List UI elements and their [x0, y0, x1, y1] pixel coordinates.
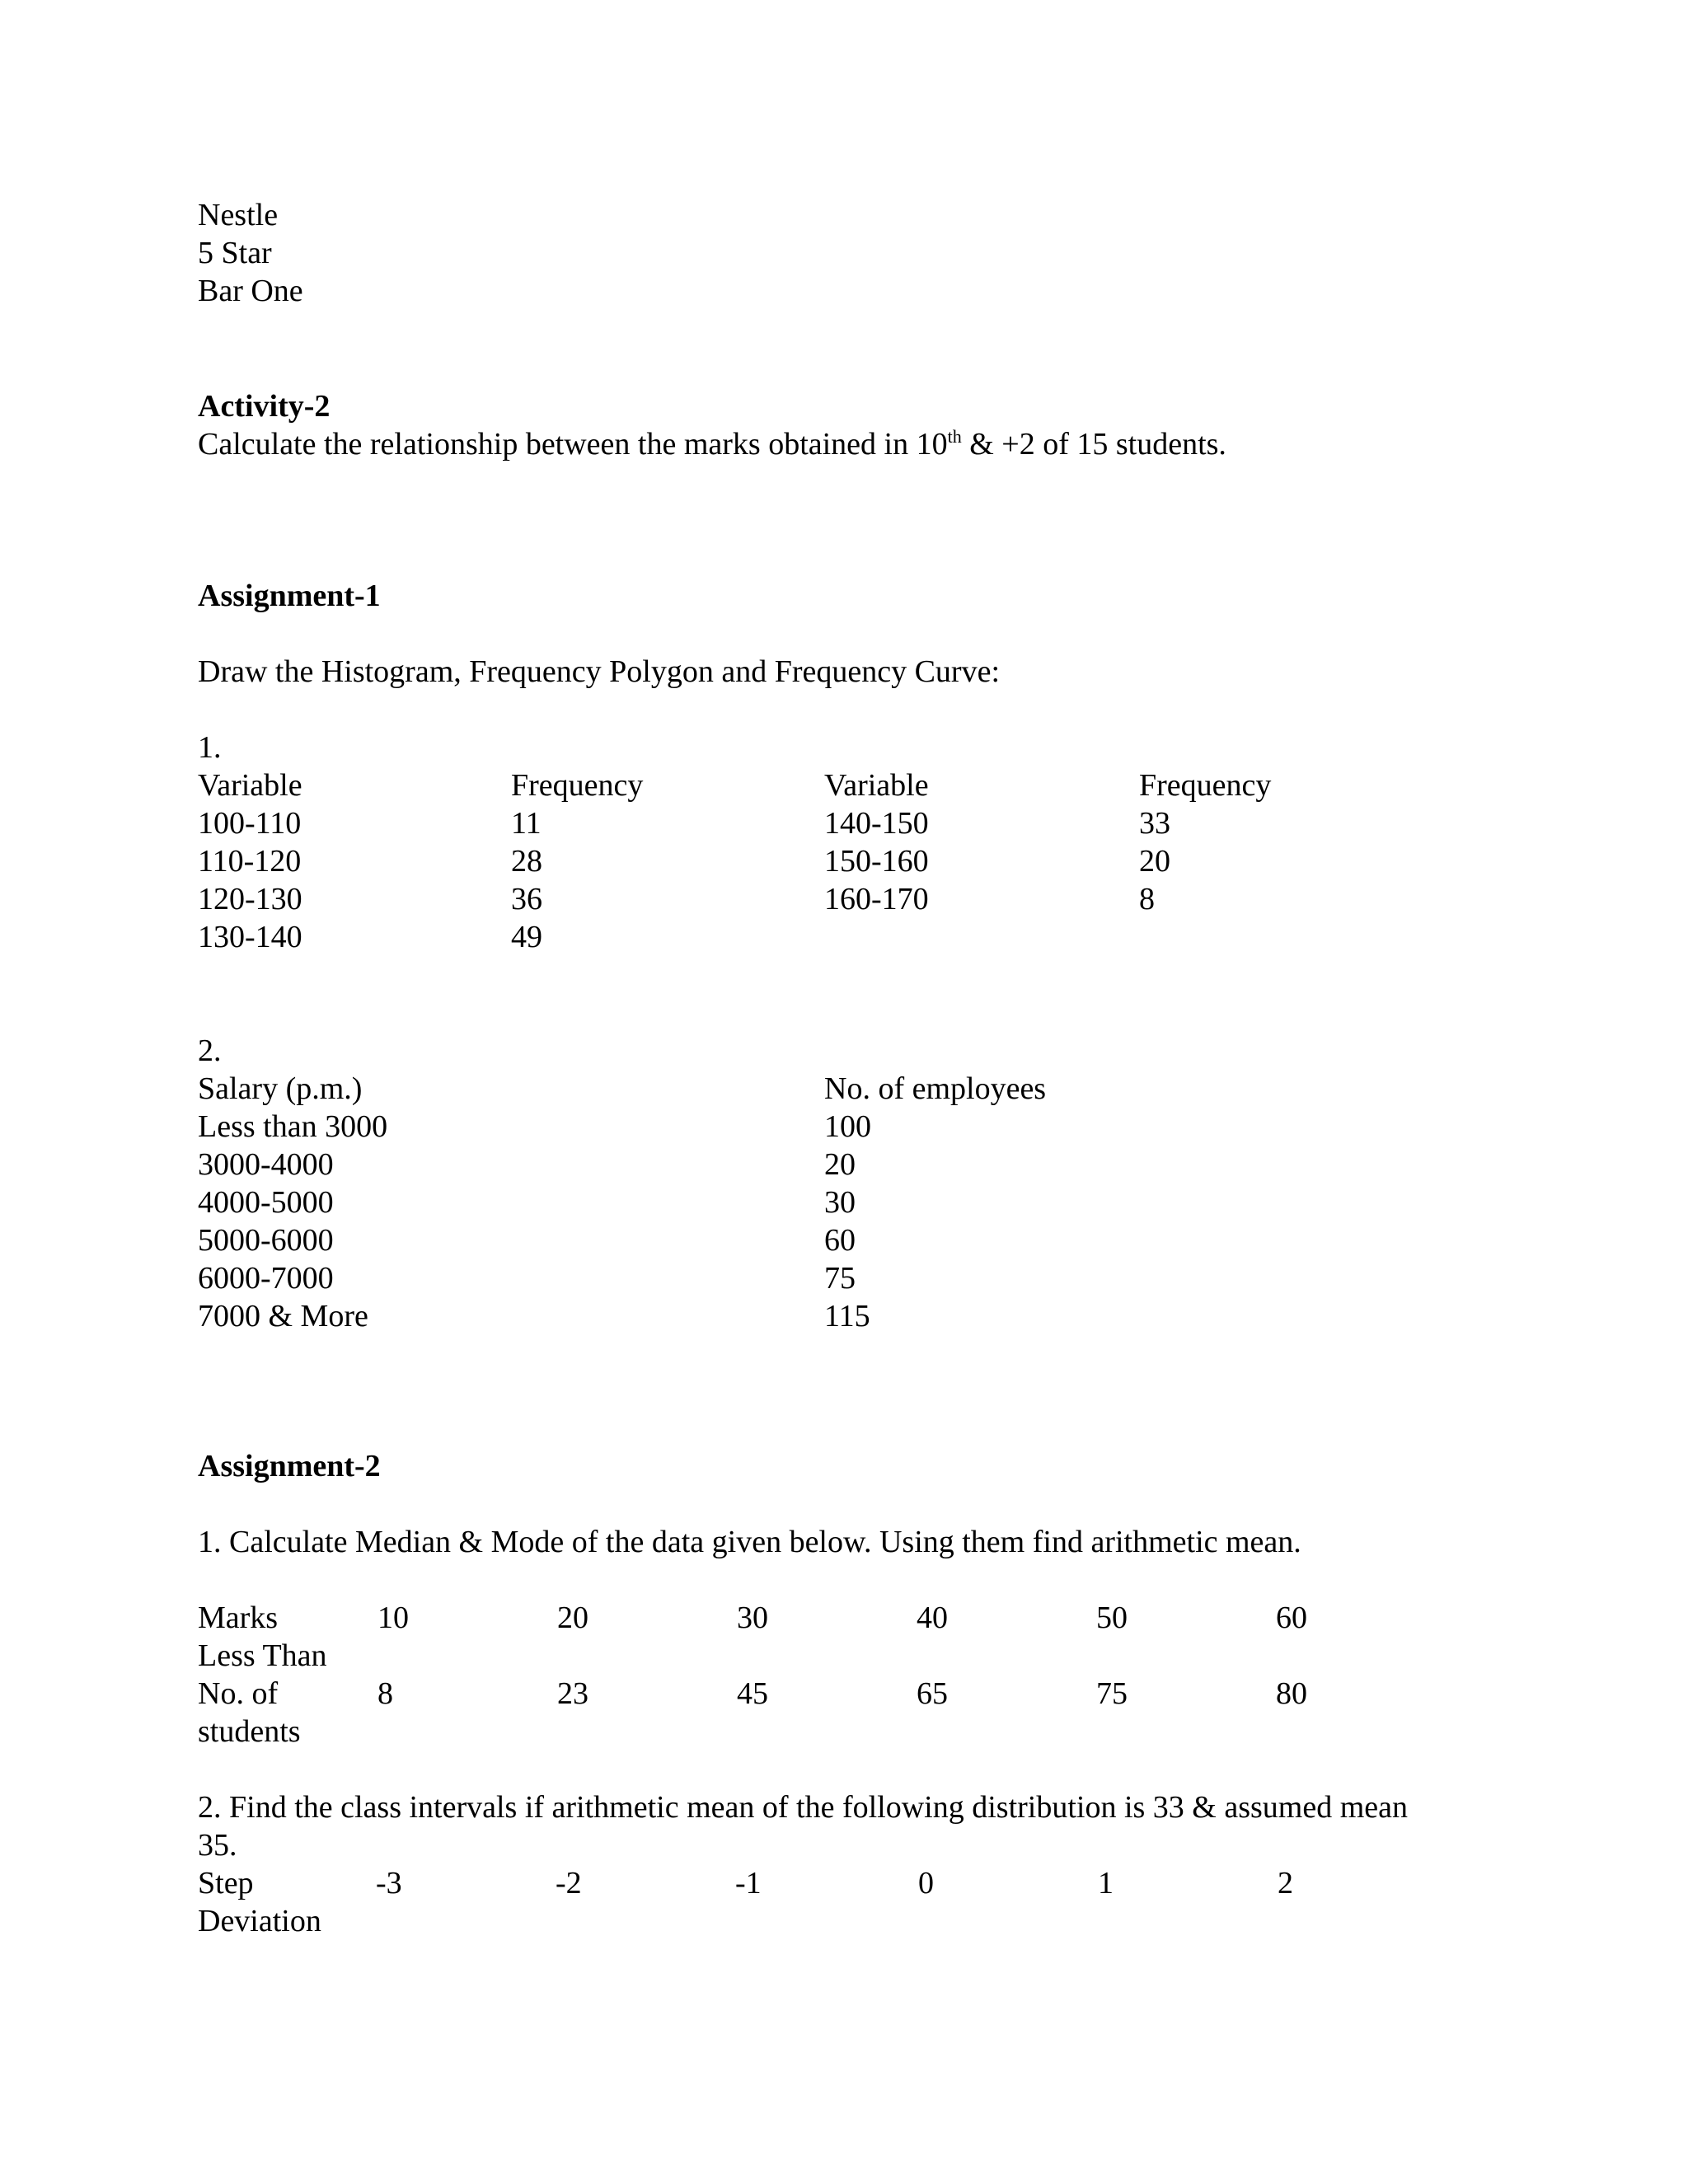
- q2-employees: 115: [824, 1299, 870, 1333]
- activity-2-text: [198, 425, 1226, 463]
- students-value: 75: [1096, 1676, 1128, 1711]
- q1-left-frequency: 28: [511, 844, 542, 879]
- marks-value: 10: [377, 1601, 409, 1635]
- students-label-2: students: [198, 1714, 301, 1749]
- q2-employees: 30: [824, 1185, 856, 1220]
- q1-left-frequency: 49: [511, 920, 542, 954]
- intro-line-nestle: Nestle: [198, 198, 279, 232]
- assignment-2-q2-text-line1: 2. Find the class intervals if arithmetic mean of the following distribution is 33 & assumed mean: [198, 1790, 1409, 1825]
- q1-right-variable: 160-170: [824, 882, 929, 916]
- q1-right-frequency: 8: [1139, 882, 1155, 916]
- q2-salary: 3000-4000: [198, 1147, 334, 1182]
- students-label: No. of: [198, 1676, 279, 1711]
- step-label-deviation: Deviation: [198, 1904, 321, 1938]
- marks-label-less-than: Less Than: [198, 1638, 327, 1673]
- q2-employees: 75: [824, 1261, 856, 1296]
- q1-right-frequency: 20: [1139, 844, 1170, 879]
- intro-line-bar-one: Bar One: [198, 274, 303, 308]
- q2-salary: Less than 3000: [198, 1109, 388, 1144]
- q1-right-frequency: 33: [1139, 806, 1170, 841]
- q1-left-header-variable: Variable: [198, 768, 302, 803]
- q1-left-variable: 100-110: [198, 806, 302, 841]
- step-value: -2: [556, 1866, 582, 1900]
- q1-left-frequency: 11: [511, 806, 542, 841]
- students-value: 45: [737, 1676, 768, 1711]
- q1-right-header-variable: Variable: [824, 768, 929, 803]
- activity-2-superscript: th: [947, 426, 962, 447]
- q1-left-frequency: 36: [511, 882, 542, 916]
- q2-salary: 7000 & More: [198, 1299, 368, 1333]
- assignment-1-q2-number: 2.: [198, 1033, 222, 1068]
- assignment-1-q1-number: 1.: [198, 730, 222, 765]
- assignment-2-q2-text-line2: 35.: [198, 1828, 237, 1863]
- marks-value: 30: [737, 1601, 768, 1635]
- q1-right-variable: 140-150: [824, 806, 929, 841]
- assignment-2-heading: Assignment-2: [198, 1449, 381, 1483]
- marks-label: Marks: [198, 1601, 279, 1635]
- step-value: 2: [1278, 1866, 1293, 1900]
- marks-value: 20: [557, 1601, 588, 1635]
- q1-left-variable: 120-130: [198, 882, 302, 916]
- step-value: 1: [1098, 1866, 1114, 1900]
- marks-value: 60: [1276, 1601, 1307, 1635]
- marks-value: 40: [917, 1601, 948, 1635]
- q2-employees: 20: [824, 1147, 856, 1182]
- intro-line-5-star: 5 Star: [198, 236, 272, 270]
- students-value: 8: [377, 1676, 393, 1711]
- q2-salary: 6000-7000: [198, 1261, 334, 1296]
- students-value: 65: [917, 1676, 948, 1711]
- step-label: Step: [198, 1866, 254, 1900]
- step-value: -1: [735, 1866, 762, 1900]
- marks-value: 50: [1096, 1601, 1128, 1635]
- students-value: 80: [1276, 1676, 1307, 1711]
- assignment-1-instruction: Draw the Histogram, Frequency Polygon and Frequency Curve:: [198, 654, 1001, 689]
- q1-right-variable: 150-160: [824, 844, 929, 879]
- q2-salary: 4000-5000: [198, 1185, 334, 1220]
- q2-header-employees: No. of employees: [824, 1071, 1047, 1106]
- q2-employees: 60: [824, 1223, 856, 1258]
- step-value: -3: [376, 1866, 402, 1900]
- q2-header-salary: Salary (p.m.): [198, 1071, 363, 1106]
- assignment-1-heading: Assignment-1: [198, 579, 381, 613]
- activity-2-text-end: & +2 of 15 students.: [961, 427, 1226, 462]
- activity-2-heading: Activity-2: [198, 389, 331, 424]
- q1-right-header-frequency: Frequency: [1139, 768, 1272, 803]
- q1-left-header-frequency: Frequency: [511, 768, 644, 803]
- q1-left-variable: 130-140: [198, 920, 302, 954]
- q2-salary: 5000-6000: [198, 1223, 334, 1258]
- students-value: 23: [557, 1676, 588, 1711]
- step-value: 0: [918, 1866, 934, 1900]
- q1-left-variable: 110-120: [198, 844, 302, 879]
- activity-2-text-main: Calculate the relationship between the marks obtained in 10: [198, 427, 948, 462]
- q2-employees: 100: [824, 1109, 871, 1144]
- assignment-2-q1-text: 1. Calculate Median & Mode of the data given below. Using them find arithmetic mean.: [198, 1525, 1301, 1559]
